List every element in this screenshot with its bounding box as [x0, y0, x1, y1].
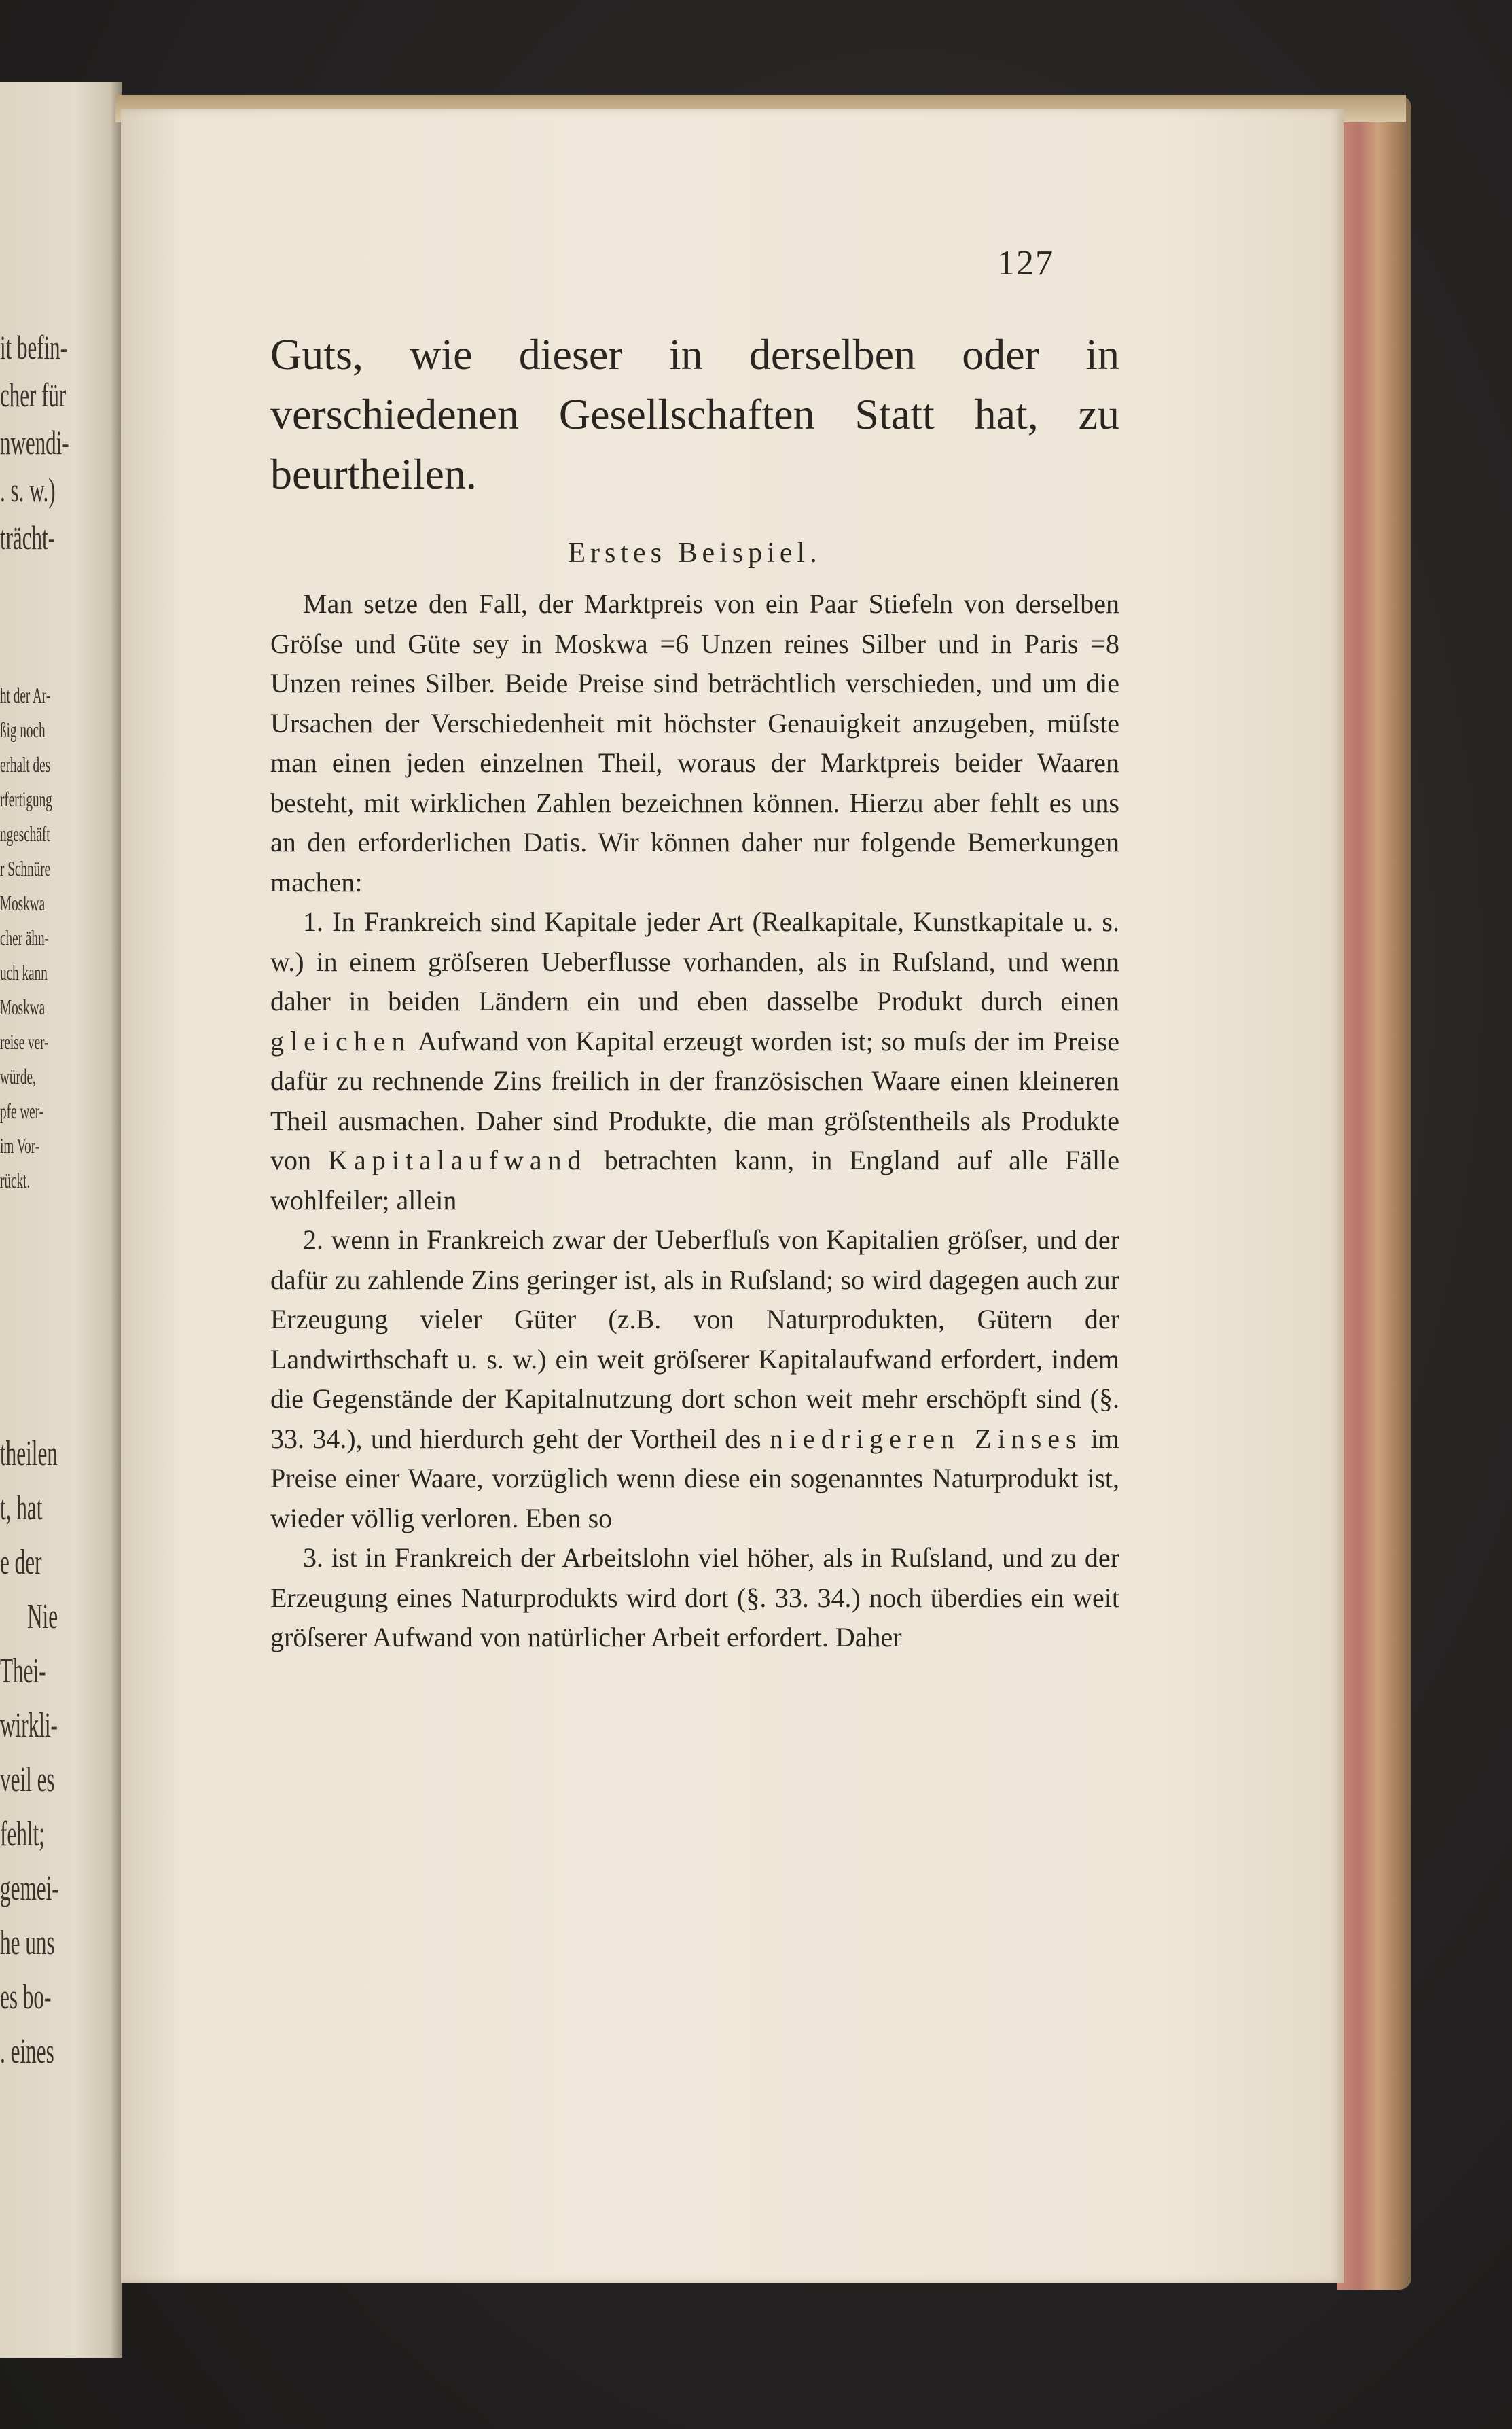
left-fragment: reise ver-	[0, 1029, 49, 1054]
left-fragment: würde,	[0, 1064, 36, 1088]
section-title: Erstes Beispiel.	[568, 537, 822, 569]
list-item-3: 3. ist in Frankreich der Arbeitslohn viel höher, als in Ruſsland, und zu der Erzeugung eines Naturprodukts wird dort (§. 33. 34.) noch überdies ein weit gröſserer Aufwand von natürlicher Arbeit erfordert. Daher	[270, 1542, 1119, 1652]
left-fragment: Thei-	[0, 1652, 46, 1690]
page-text	[270, 325, 1119, 1658]
list-item-1	[270, 902, 1119, 1220]
left-fragment: pfe wer-	[0, 1099, 44, 1123]
book-cover-edge	[1337, 95, 1411, 2290]
left-fragment: wirkli-	[0, 1706, 58, 1745]
left-fragment: gemei-	[0, 1869, 59, 1908]
left-fragment: fehlt;	[0, 1815, 45, 1854]
text-run: 1. In Frankreich sind Kapitale jeder Art (Realkapitale, Kunstkapitale u. s. w.) in einem gröſseren Ueberflusse vorhanden, als in Ruſsland, und wenn daher in beiden Ländern ein und eben dasselbe Produkt durch einen	[270, 906, 1119, 1016]
text-run: 2. wenn in Frankreich zwar der Ueberfluſs von Kapitalien gröſser, und der dafür zu zahlende Zins geringer ist, als in Ruſsland; so wird dagegen auch zur Erzeugung vieler Güter (z.B. von Naturprodukten, Gütern der Landwirthschaft u. s. w.) ein weit gröſserer Kapitalaufwand erfordert, indem die Gegenstände der Kapitalnutzung dort schon weit mehr erschöpft sind (§. 33. 34.), und hierdurch geht der Vortheil des	[270, 1224, 1119, 1454]
list-item-2	[270, 1220, 1119, 1538]
left-fragment: . eines	[0, 2032, 54, 2071]
text-run: betrachten kann, in England auf alle Fälle wohlfeiler; allein	[270, 1145, 1120, 1216]
left-fragment: im Vor-	[0, 1133, 40, 1158]
left-fragment: it befin-	[0, 328, 67, 366]
emphasis: niedrigeren Zinses	[769, 1423, 1083, 1454]
left-fragment: Nie	[27, 1597, 58, 1636]
left-fragment: Moskwa	[0, 995, 46, 1019]
emphasis: gleichen	[270, 1025, 412, 1057]
left-facing-page	[0, 82, 122, 2358]
left-fragment: uch kann	[0, 960, 48, 985]
left-fragment: he uns	[0, 1923, 55, 1962]
left-fragment: ngeschäft	[0, 821, 50, 846]
left-fragment: trächt-	[0, 518, 55, 556]
left-fragment: ht der Ar-	[0, 683, 51, 707]
left-fragment: rückt.	[0, 1168, 31, 1192]
left-fragment: veil es	[0, 1760, 55, 1799]
left-fragment: nwendi-	[0, 423, 69, 461]
left-fragment: cher für	[0, 376, 67, 414]
text-run: im Preise einer Waare, vorzüglich wenn diese ein sogenanntes Naturprodukt ist, wieder völlig verloren. Eben so	[270, 1423, 1120, 1533]
text-run: Aufwand von Kapital erzeugt worden ist; so muſs der im Preise dafür zu rechnende Zins freilich in der französischen Waare einen kleineren Theil ausmachen. Daher sind Produkte, die man gröſstentheils als Produkte von	[270, 1025, 1119, 1175]
intro-paragraph: Man setze den Fall, der Marktpreis von ein Paar Stiefeln von derselben Gröſse und Güte sey in Moskwa =6 Unzen reines Silber und in Paris =8 Unzen reines Silber. Beide Preise sind beträchtlich verschieden, und um die Ursachen der Verschiedenheit mit höchster Genauigkeit anzugeben, müſste man einen jeden einzelnen Theil, woraus der Marktpreis beider Waaren besteht, mit wirklichen Zahlen bezeichnen können. Hierzu aber fehlt es uns an den erforderlichen Datis. Wir können daher nur folgende Bemerkungen machen:	[270, 588, 1119, 898]
left-fragment: rfertigung	[0, 787, 52, 811]
left-fragment: . s. w.)	[0, 471, 56, 509]
left-fragment: t, hat	[0, 1489, 43, 1527]
left-fragment: Moskwa	[0, 891, 46, 915]
emphasis: Kapitalaufwand	[328, 1145, 588, 1175]
page-number: 127	[997, 244, 1054, 283]
left-fragment: cher ähn-	[0, 925, 49, 950]
left-fragment: es bo-	[0, 1978, 52, 2017]
left-fragment: r Schnüre	[0, 856, 51, 881]
left-fragment: e der	[0, 1543, 42, 1582]
left-fragment: ßig noch	[0, 717, 46, 742]
left-fragment: theilen	[0, 1434, 58, 1473]
continued-paragraph: Guts, wie dieser in derselben oder in verschiedenen Gesellschaften Statt hat, zu beurtheilen.	[270, 330, 1119, 498]
left-fragment: erhalt des	[0, 752, 51, 777]
